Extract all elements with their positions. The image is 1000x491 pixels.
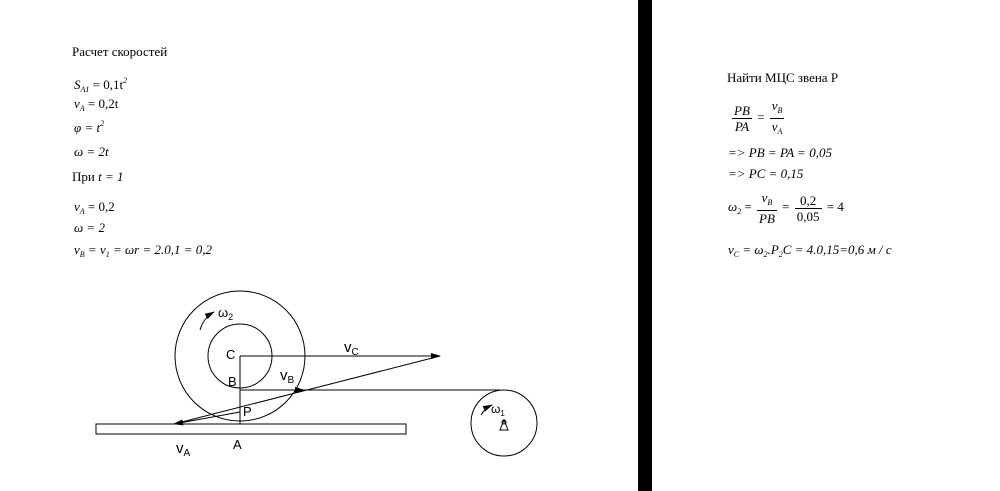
- ground-rail: [96, 424, 406, 434]
- drive-pulley: [471, 390, 537, 456]
- equation-vc: $v_C = \omega_2.P_2C = 4.0,15=0,6$ м / с: [728, 242, 892, 259]
- velocity-vector-a: [174, 412, 240, 424]
- label-vc: $v_C$: [344, 339, 359, 358]
- label-omega2: $\omega_2$: [218, 305, 234, 322]
- label-a: A: [233, 437, 242, 452]
- equation-v-a: $v_A = 0,2t$: [74, 96, 119, 113]
- equation-phi: $\varphi = t^2$: [74, 119, 105, 135]
- label-va: $v_A$: [176, 440, 191, 459]
- label-p: P: [243, 404, 252, 419]
- equation-omega-value: ω = 2: [74, 220, 105, 235]
- equation-s-a1: $S_{A1} = 0,1t^2$: [74, 76, 128, 94]
- pulley-support: [500, 420, 508, 430]
- label-b: B: [228, 374, 237, 389]
- right-page: [652, 0, 1000, 491]
- ratio-equation: $\frac{PB}{PA}$ = $\frac{v_B}{v_A}$: [734, 98, 783, 136]
- equation-pb-pa: => PB = PA = 0,05: [728, 145, 832, 160]
- equation-v-a-value: $v_A = 0,2$: [74, 199, 115, 216]
- label-c: C: [226, 347, 236, 362]
- equation-omega: ω = 2t: [74, 144, 109, 159]
- equation-omega2: $\omega_2$ = $\frac{v_B}{PB}$ = $\frac{0,2}{0,05}$ = 4: [728, 190, 844, 226]
- find-icv-title: Найти МЦС звена Р: [727, 70, 839, 85]
- condition-line: При t = 1: [72, 169, 124, 184]
- equation-v-b: $v_B = v_1 = \omega r = 2.0,1 = 0,2$: [74, 242, 213, 259]
- label-vb: $v_B$: [280, 367, 295, 386]
- equation-pc: => PC = 0,15: [728, 166, 804, 181]
- label-omega1: $\omega_1$: [491, 402, 505, 418]
- omega2-rotation-arrow: [200, 312, 214, 330]
- velocity-calc-title: Расчет скоростей: [72, 44, 168, 59]
- page-divider: [638, 0, 652, 491]
